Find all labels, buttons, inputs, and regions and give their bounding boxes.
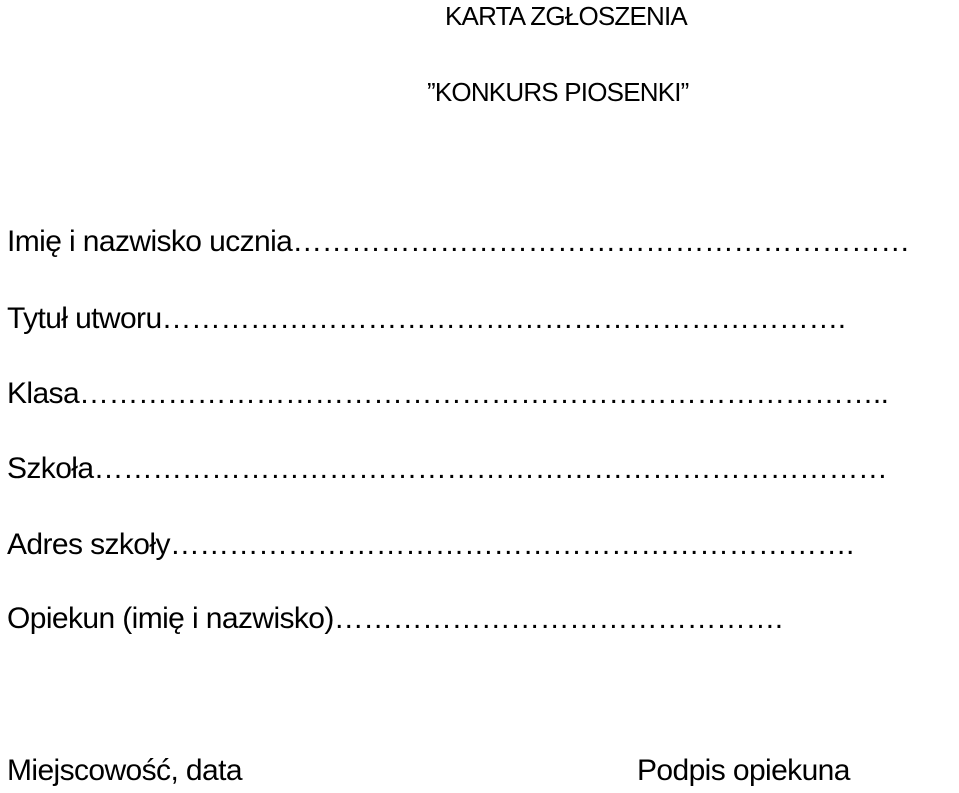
school-address-field: Adres szkoły……………………………………………………………. (7, 528, 854, 561)
class-field: Klasa……………………………………………………………………….. (7, 377, 889, 410)
student-name-field: Imię i nazwisko ucznia……………………………………………………… (7, 225, 910, 258)
guardian-signature-label: Podpis opiekuna (637, 754, 850, 787)
song-title-field: Tytuł utworu……………………………………………………………. (7, 302, 846, 335)
form-title: KARTA ZGŁOSZENIA (445, 1, 687, 31)
place-date-label: Miejscowość, data (7, 754, 242, 787)
school-field: Szkoła……………………………………………………………………… (7, 452, 888, 485)
guardian-name-field: Opiekun (imię i nazwisko)………………………………………. (7, 602, 783, 635)
competition-name: ”KONKURS PIOSENKI” (427, 77, 689, 107)
